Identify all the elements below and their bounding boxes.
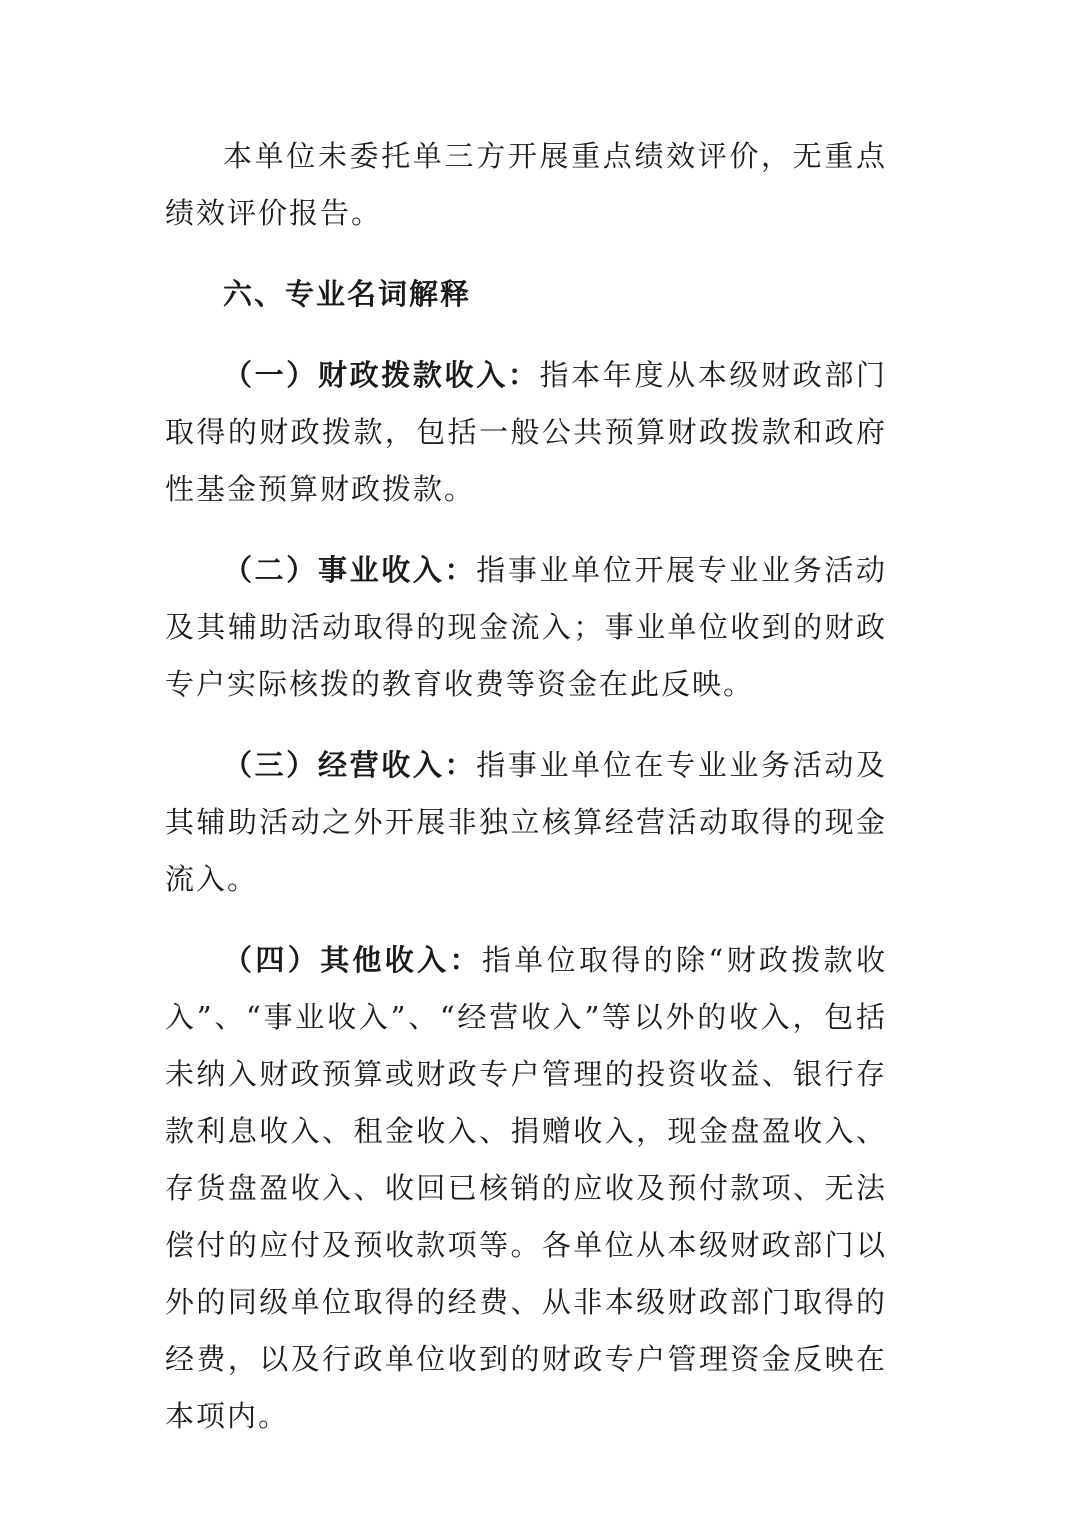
intro-paragraph: 本单位未委托单三方开展重点绩效评价，无重点绩效评价报告。 [165,139,887,230]
definition-paragraph-3 [165,737,887,908]
definition-text: 指单位取得的除“财政拨款收入”、“事业收入”、“经营收入”等以外的收入，包括未纳入财政预算或财政专户管理的投资收益、银行存款利息收入、租金收入、捐赠收入，现金盘盈收入、存货盘盈收入、收回已核销的应收及预付款项、无法偿付的应付及预收款项等。各单位从本级财政部门以外的同级单位取得的经费、从非本级财政部门取得的经费，以及行政单位收到的财政专户管理资金反映在本项内。 [165,943,887,1433]
definition-paragraph-4 [165,932,887,1445]
definition-term: （三）经营收入： [223,748,477,782]
document-page [165,128,887,1445]
definition-term: （二）事业收入： [223,553,477,587]
definition-text: 指本年度从本级财政部门取得的财政拨款，包括一般公共预算财政拨款和政府性基金预算财政拨款。 [165,358,887,506]
definition-paragraph-2 [165,542,887,713]
definition-term: （一）财政拨款收入： [223,358,540,392]
definition-paragraph-1 [165,347,887,518]
section-heading: 六、专业名词解释 [223,277,472,311]
definition-term: （四）其他收入： [223,943,482,977]
definition-text: 指事业单位开展专业业务活动及其辅助活动取得的现金流入；事业单位收到的财政专户实际核拨的教育收费等资金在此反映。 [165,553,887,701]
definition-text: 指事业单位在专业业务活动及其辅助活动之外开展非独立核算经营活动取得的现金流入。 [165,748,887,896]
